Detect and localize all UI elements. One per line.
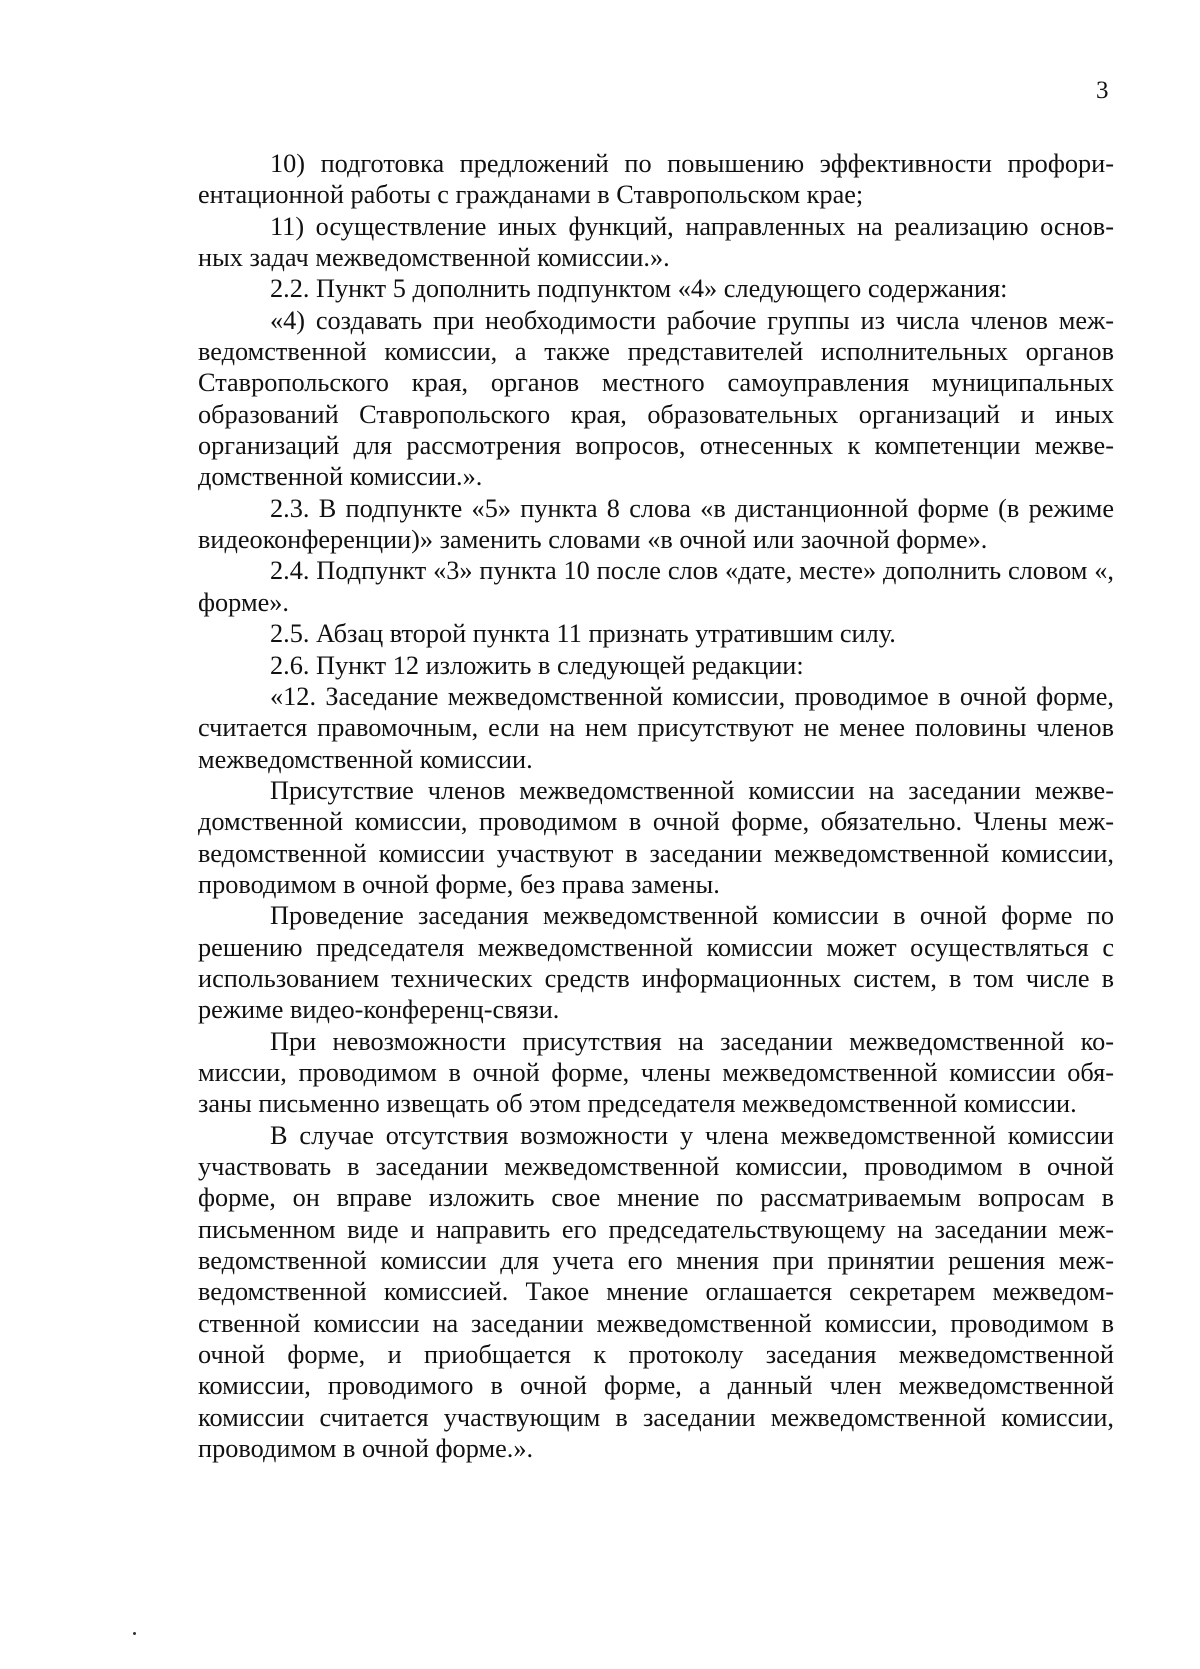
paragraph-2-4: 2.4. Подпункт «3» пункта 10 после слов «дате, месте» дополнить словом «, форме». <box>198 556 1114 617</box>
paragraph-absence-notice: При невозможности присутствия на заседании межведомственной комиссии, проводимом в очной форме, члены межведомственной комиссии обязаны письменно извещать об этом председателя межведомственной комиссии. <box>198 1026 1114 1119</box>
paragraph-item-10: 10) подготовка предложений по повышению эффективности профориентационной работы с гражданами в Ставропольском крае; <box>198 149 1114 210</box>
paragraph-video-conference: Проведение заседания межведомственной комиссии в очной форме по решению председателя межведомственной комиссии может осуществляться с использованием технических средств информационных систем, в том числе в режиме видео-конференц-связи. <box>198 901 1114 1025</box>
paragraph-2-2: 2.2. Пункт 5 дополнить подпунктом «4» следующего содержания: <box>270 274 1008 304</box>
paragraph-written-opinion: В случае отсутствия возможности у члена межведомственной комиссии участвовать в заседании межведомственной комиссии, проводимом в очной форме, он вправе изложить свое мнение по рассматриваемым вопросам в письменном виде и направить его председательствующему на заседании межведомственной комиссии для учета его мнения при принятии решения межведомственной комиссией. Такое мнение оглашается секретарем межведомственной комиссии на заседании межведомственной комиссии, проводимом в очной форме, и приобщается к протоколу заседания межведомственной комиссии, проводимого в очной форме, а данный член межведомственной комиссии считается участвующим в заседании межведомственной комиссии, проводимом в очной форме.». <box>198 1120 1114 1464</box>
paragraph-subitem-4: «4) создавать при необходимости рабочие группы из числа членов межведомственной комиссии, а также представителей исполнительных органов Ставропольского края, органов местного самоуправления муниципальных образований Ставропольского края, образовательных организаций и иных организаций для рассмотрения вопросов, отнесенных к компетенции межведомственной комиссии.». <box>198 305 1114 492</box>
document-body <box>198 148 1114 1464</box>
paragraph-item-12: «12. Заседание межведомственной комиссии, проводимое в очной форме, считается правомочным, если на нем присутствуют не менее половины членов межведомственной комиссии. <box>198 681 1114 774</box>
paragraph-2-3: 2.3. В подпункте «5» пункта 8 слова «в дистанционной форме (в режиме видеоконференции)» заменить словами «в очной или заочной форме». <box>198 493 1114 555</box>
page-number: 3 <box>1096 77 1109 104</box>
paragraph-attendance: Присутствие членов межведомственной комиссии на заседании межведомственной комиссии, проводимом в очной форме, обязательно. Члены межведомственной комиссии участвуют в заседании межведомственной комиссии, проводимом в очной форме, без права замены. <box>198 775 1114 899</box>
paragraph-2-6: 2.6. Пункт 12 изложить в следующей редакции: <box>270 650 804 680</box>
scan-speck <box>133 1632 136 1635</box>
paragraph-item-11: 11) осуществление иных функций, направленных на реализацию основных задач межведомственной комиссии.». <box>198 211 1114 273</box>
paragraph-2-5: 2.5. Абзац второй пункта 11 признать утратившим силу. <box>270 619 896 649</box>
